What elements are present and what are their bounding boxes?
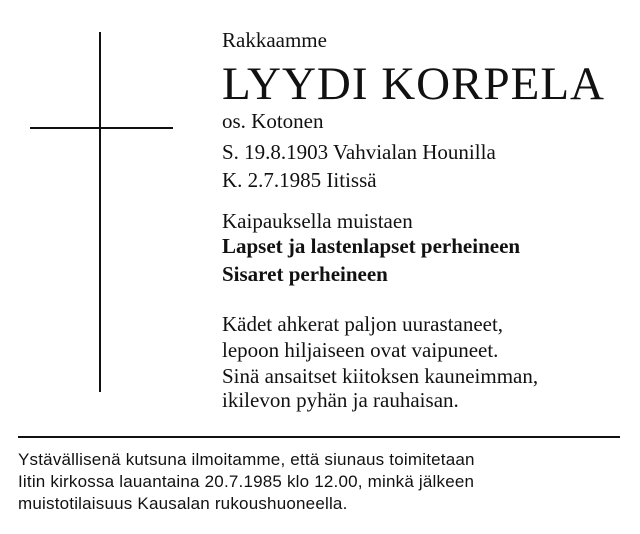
notice-line: Iitin kirkossa lauantaina 20.7.1985 klo 12.00, minkä jälkeen	[18, 472, 475, 491]
mourners-line: Lapset ja lastenlapset perheineen	[222, 234, 521, 258]
poem-line: lepoon hiljaiseen ovat vaipuneet.	[222, 338, 499, 362]
poem-line: Kädet ahkerat paljon uurastaneet,	[222, 312, 504, 336]
memory-text: Kaipauksella muistaen	[222, 209, 413, 233]
notice-line: muistotilaisuus Kausalan rukoushuoneella.	[18, 494, 348, 513]
death-date-place: K. 2.7.1985 Iitissä	[222, 168, 377, 192]
maiden-name: os. Kotonen	[222, 109, 324, 133]
poem-line: ikilevon pyhän ja rauhaisan.	[222, 388, 459, 412]
poem-line: Sinä ansaitset kiitoksen kauneimman,	[222, 364, 539, 388]
cross-horizontal-bar	[30, 127, 173, 129]
funeral-notice	[18, 449, 628, 515]
birth-date-place: S. 19.8.1903 Vahvialan Hounilla	[222, 140, 496, 164]
deceased-name: LYYDI KORPELA	[222, 58, 605, 110]
mourners-line: Sisaret perheineen	[222, 262, 388, 286]
intro-text: Rakkaamme	[222, 28, 327, 52]
notice-line: Ystävällisenä kutsuna ilmoitamme, että siunaus toimitetaan	[18, 450, 475, 469]
notice-divider	[18, 436, 620, 438]
cross-vertical-bar	[99, 32, 101, 392]
